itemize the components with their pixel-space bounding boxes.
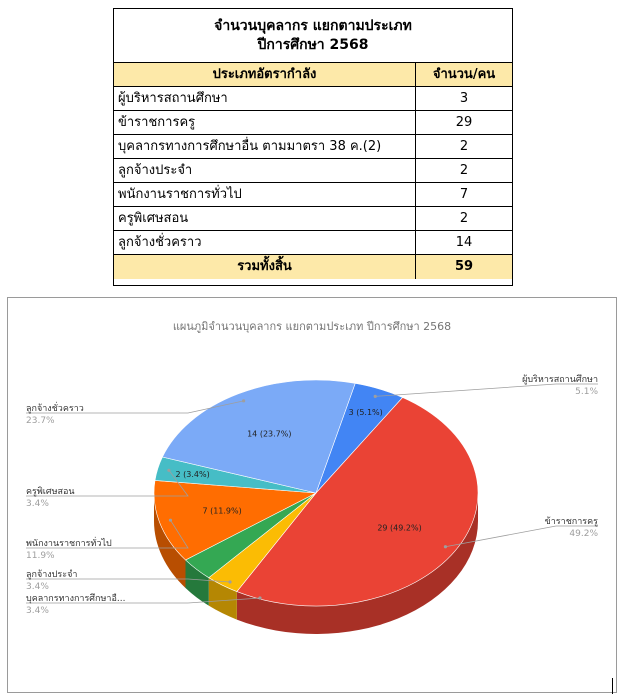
row-count: 2 xyxy=(459,163,469,178)
row-type: บุคลากรทางการศึกษาอื่น ตามมาตรา 38 ค.(2) xyxy=(114,135,416,158)
legend-percent: 49.2% xyxy=(569,529,598,539)
leader-dot xyxy=(258,596,261,599)
legend-percent: 11.9% xyxy=(26,551,55,561)
pie-chart xyxy=(8,298,616,692)
pie-chart-panel xyxy=(7,297,617,693)
header-count: จำนวน/คน xyxy=(432,67,496,82)
row-type: ครูพิเศษสอน xyxy=(114,207,416,230)
row-type: ข้าราชการครู xyxy=(114,111,416,134)
row-count: 29 xyxy=(455,115,473,130)
legend-percent: 3.4% xyxy=(26,582,49,592)
row-count: 3 xyxy=(459,91,469,106)
leader-dot xyxy=(374,395,377,398)
legend-label: ครูพิเศษสอน xyxy=(26,487,75,497)
header-type: ประเภทอัตรากำลัง xyxy=(114,63,416,86)
legend-label: ผู้บริหารสถานศึกษา xyxy=(522,375,598,385)
table-title-line2: ปีการศึกษา 2568 xyxy=(257,37,369,53)
legend-percent: 23.7% xyxy=(26,416,55,426)
legend-label: ลูกจ้างชั่วคราว xyxy=(26,404,84,414)
chart-title: แผนภูมิจำนวนบุคลากร แยกตามประเภท ปีการศึกษา 2568 xyxy=(172,320,452,333)
table-row xyxy=(114,87,512,111)
slice-data-label: 14 (23.7%) xyxy=(247,429,292,439)
row-count: 14 xyxy=(455,235,473,250)
slice-data-label: 3 (5.1%) xyxy=(348,407,383,417)
row-type: ผู้บริหารสถานศึกษา xyxy=(114,87,416,110)
leader-dot xyxy=(167,469,170,472)
table-title xyxy=(114,9,512,63)
edge-mark xyxy=(612,678,613,694)
table-row xyxy=(114,183,512,207)
table-row xyxy=(114,159,512,183)
row-count: 2 xyxy=(459,211,469,226)
row-type: ลูกจ้างชั่วคราว xyxy=(114,231,416,254)
row-count: 2 xyxy=(459,139,469,154)
legend-percent: 5.1% xyxy=(575,387,598,397)
table-title-line1: จำนวนบุคลากร แยกตามประเภท xyxy=(214,18,412,34)
table-row xyxy=(114,207,512,231)
leader-dot xyxy=(169,519,172,522)
legend-percent: 3.4% xyxy=(26,499,49,509)
table-total-row xyxy=(114,255,512,279)
total-value: 59 xyxy=(454,259,474,274)
row-count: 7 xyxy=(459,187,469,202)
leader-line xyxy=(375,384,598,396)
table-row xyxy=(114,231,512,255)
leader-dot xyxy=(228,580,231,583)
legend-label: ลูกจ้างประจำ xyxy=(26,570,78,580)
slice-data-label: 29 (49.2%) xyxy=(377,523,422,533)
leader-dot xyxy=(242,399,245,402)
table-row xyxy=(114,135,512,159)
table-header-row xyxy=(114,63,512,87)
legend-label: ข้าราชการครู xyxy=(544,517,598,527)
legend-percent: 3.4% xyxy=(26,606,49,616)
slice-data-label: 7 (11.9%) xyxy=(202,506,242,516)
personnel-table xyxy=(113,8,513,286)
legend-label: พนักงานราชการทั่วไป xyxy=(26,539,112,549)
legend-label: บุคลากรทางการศึกษาอื... xyxy=(26,594,126,604)
slice-data-label: 2 (3.4%) xyxy=(175,469,210,479)
table-row xyxy=(114,111,512,135)
row-type: ลูกจ้างประจำ xyxy=(114,159,416,182)
row-type: พนักงานราชการทั่วไป xyxy=(114,183,416,206)
leader-dot xyxy=(444,545,447,548)
total-label: รวมทั้งสิ้น xyxy=(114,255,416,279)
